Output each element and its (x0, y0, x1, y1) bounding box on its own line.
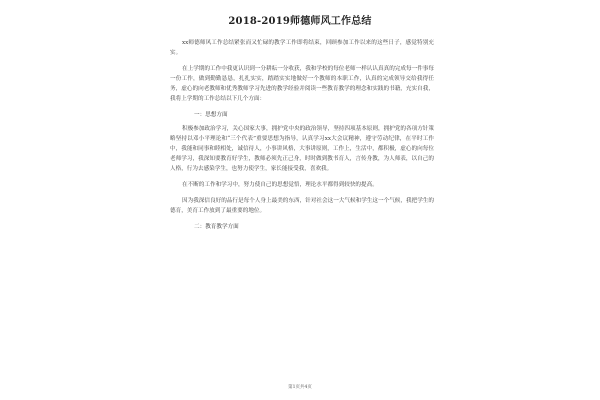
document-title: 2018-2019师德师风工作总结 (228, 16, 372, 27)
section-heading-teaching: 二：教育教学方面 (194, 224, 239, 230)
ideology-paragraph: 积极参加政治学习，关心国家大事，拥护党中央的政治领导，坚持四项基本原则，拥护党的各项方针策略坚持以邓小平理论和“三个代表”重要思想为指导，认真学习xx大会议精神，遵守劳动纪律，在平时工作中，我能和同事和睦相处，诚信待人，小事讲风格，大事讲原则，工作上，生活中，都积极，虚心的向每位老师学习，我深知要教育好学生，教师必须先正己身，时时做到教书育人，言传身教，为人师表，以自己的人格，行为去感染学生，也努力使学生，家长能接受我，喜欢我。 (170, 126, 434, 172)
summary-paragraph: 在上学期的工作中我更认识到一分耕耘一分收获，我和学校的每位老师一样认认真真的完成每一件事每一份工作，做到勤勤恳恳，扎扎实实，踏踏实实地做好一个教师的本职工作，认真的完成领导交给我得任务，虚心的向老教师和优秀教师学习先进的教学经验并阅读一些教育教学的理念和实践的书籍，充实自我，我将上学期的工作总结以下几个方面： (170, 66, 434, 102)
section-heading-ideology: 一：思想方面 (194, 112, 228, 118)
ideology-paragraph: 在不断的工作和学习中，努力使自己的思想觉悟，理论水平都得到较快的提高。 (182, 182, 378, 188)
document-body (170, 38, 434, 236)
page-number: 第1页共4页 (288, 385, 312, 390)
ideology-paragraph: 因为我深信良好的品行是每个人身上最美的东西，针对社会这一大气候和学生这一个气候，我把学生的德育，美育工作放到了最重要的地位。 (170, 198, 434, 214)
intro-paragraph: xx师德师风工作总结紧张而又忙碌的教学工作即将结束，回顾参加工作以来的这些日子，感觉特别充实。 (170, 40, 434, 56)
